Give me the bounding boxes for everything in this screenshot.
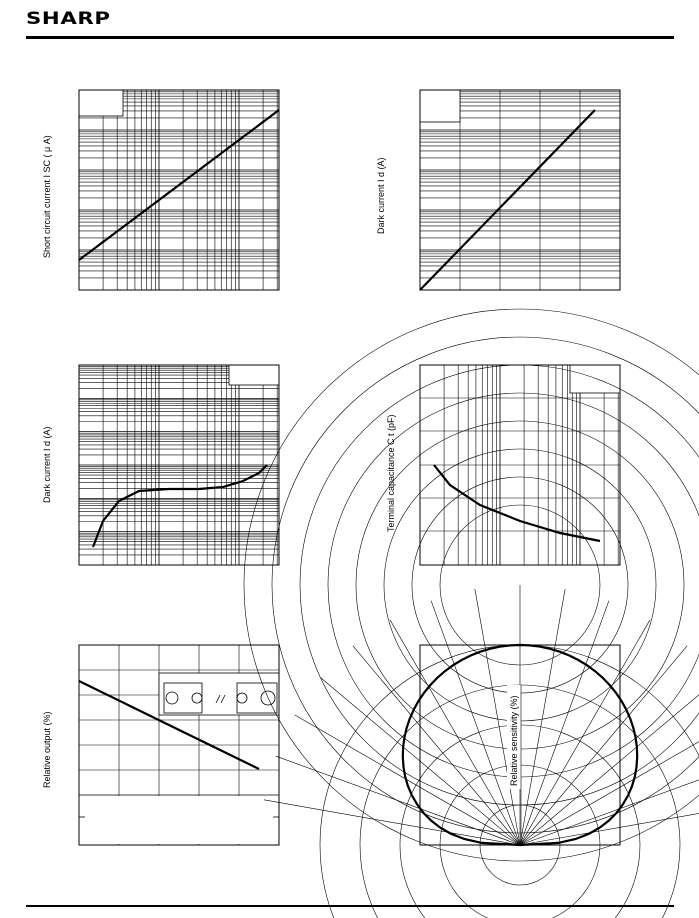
- legend-box: [420, 90, 460, 122]
- polar-radial: [520, 620, 650, 845]
- chart3-ylabel: Dark current I d (A): [42, 426, 52, 503]
- chart-dark-current-voltage: [79, 365, 279, 565]
- header-rule: [26, 36, 674, 39]
- polar-radial: [431, 601, 520, 845]
- chart-relative-output: [79, 645, 279, 845]
- polar-radial: [520, 601, 609, 845]
- chart-relative-sensitivity: [420, 645, 620, 845]
- polar-radial: [276, 756, 520, 845]
- plot-frame: [79, 90, 279, 290]
- chart4-ylabel: Terminal capacitance C t (pF): [386, 414, 396, 532]
- chart5-ylabel: Relative output (%): [42, 711, 52, 788]
- polar-radial: [353, 646, 520, 845]
- chart-terminal-capacitance: [420, 365, 620, 565]
- polar-radial: [390, 620, 520, 845]
- legend-box: [229, 365, 279, 385]
- polar-radial: [264, 800, 520, 845]
- footer-rule: [26, 905, 674, 907]
- polar-radial: [295, 715, 520, 845]
- chart1-ylabel: Short circuit current I SC ( μ A): [42, 135, 52, 258]
- series-line: [420, 110, 595, 290]
- circuit-inset: [159, 673, 279, 715]
- sharp-logo: SHARP: [26, 9, 111, 29]
- chart-dark-current-temp: [420, 90, 620, 290]
- chart-short-circuit-current: [79, 90, 279, 290]
- legend-box: [79, 90, 123, 116]
- axis-band: [80, 796, 279, 844]
- chart2-ylabel: Dark current I d (A): [376, 157, 386, 234]
- legend-box: [570, 365, 620, 393]
- polar-radial: [520, 715, 699, 845]
- series-line: [434, 465, 600, 541]
- polar-radial: [520, 589, 565, 845]
- polar-radial: [520, 646, 687, 845]
- chart6-ylabel: Relative sensitivity (%): [509, 695, 519, 786]
- series-line: [79, 110, 279, 260]
